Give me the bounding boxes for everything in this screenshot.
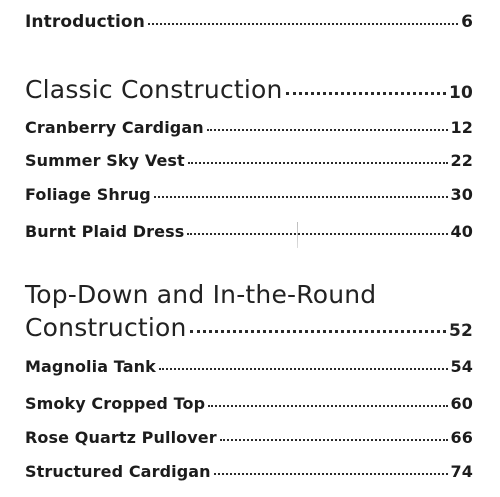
toc-chapter-title: Construction bbox=[25, 313, 187, 342]
toc-chapter-page: 10 bbox=[448, 83, 473, 103]
dot-leader bbox=[159, 368, 448, 370]
toc-entry-page: 66 bbox=[450, 428, 473, 447]
toc-entry-title: Burnt Plaid Dress bbox=[25, 222, 185, 241]
toc-entry-page: 30 bbox=[450, 185, 473, 204]
toc-entry-burnt-plaid-dress[interactable] bbox=[25, 222, 473, 241]
toc-entry-summer-sky-vest[interactable] bbox=[25, 151, 473, 170]
dot-leader bbox=[190, 330, 446, 333]
toc-entry-title: Magnolia Tank bbox=[25, 357, 156, 376]
toc-chapter-title-line1[interactable]: Top-Down and In-the-Round bbox=[25, 280, 377, 309]
toc-entry-page: 54 bbox=[450, 357, 473, 376]
toc-chapter-classic-construction[interactable] bbox=[25, 75, 473, 104]
toc-entry-title: Rose Quartz Pullover bbox=[25, 428, 217, 447]
toc-chapter-page: 52 bbox=[448, 321, 473, 341]
dot-leader bbox=[148, 23, 458, 25]
toc-entry-rose-quartz-pullover[interactable] bbox=[25, 428, 473, 447]
dot-leader bbox=[214, 473, 448, 475]
toc-entry-page: 60 bbox=[450, 394, 473, 413]
toc-entry-cranberry-cardigan[interactable] bbox=[25, 118, 473, 137]
toc-entry-page: 40 bbox=[450, 222, 473, 241]
dot-leader bbox=[207, 129, 448, 131]
dot-leader bbox=[187, 233, 447, 235]
toc-entry-magnolia-tank[interactable] bbox=[25, 357, 473, 376]
dot-leader bbox=[220, 439, 448, 441]
toc-entry-title: Cranberry Cardigan bbox=[25, 118, 204, 137]
toc-entry-title: Foliage Shrug bbox=[25, 185, 151, 204]
toc-entry-page: 22 bbox=[450, 151, 473, 170]
toc-entry-title: Introduction bbox=[25, 12, 145, 32]
toc-entry-structured-cardigan[interactable] bbox=[25, 462, 473, 481]
toc-entry-page: 74 bbox=[450, 462, 473, 481]
scan-mark bbox=[297, 222, 298, 248]
toc-entry-introduction[interactable] bbox=[25, 12, 473, 32]
toc-chapter-title: Classic Construction bbox=[25, 75, 283, 104]
toc-entry-foliage-shrug[interactable] bbox=[25, 185, 473, 204]
toc-entry-title: Summer Sky Vest bbox=[25, 151, 185, 170]
toc-entry-title: Smoky Cropped Top bbox=[25, 394, 206, 413]
toc-chapter-top-down-construction[interactable] bbox=[25, 313, 473, 342]
dot-leader bbox=[188, 162, 448, 164]
toc-entry-title: Structured Cardigan bbox=[25, 462, 211, 481]
dot-leader bbox=[154, 196, 448, 198]
toc-entry-smoky-cropped-top[interactable] bbox=[25, 394, 473, 413]
dot-leader bbox=[286, 92, 446, 95]
toc-entry-page: 12 bbox=[450, 118, 473, 137]
toc-entry-page: 6 bbox=[461, 12, 473, 32]
dot-leader bbox=[208, 405, 447, 407]
